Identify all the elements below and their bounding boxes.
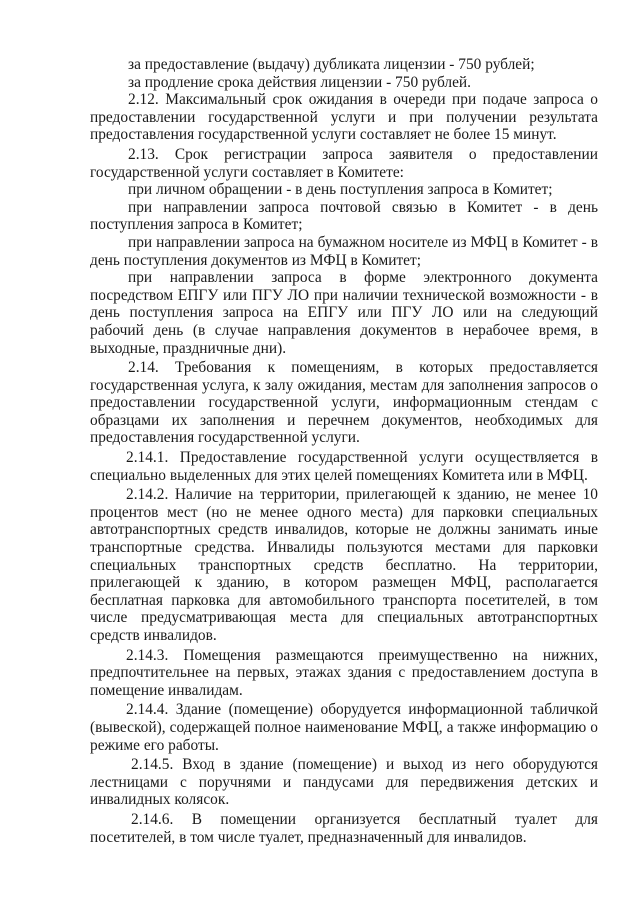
paragraph-paper-mfc: при направлении запроса на бумажном носителе из МФЦ в Комитет - в день поступления документов из МФЦ в Комитет;: [90, 233, 598, 269]
paragraph-personal-visit: при личном обращении - в день поступления запроса в Комитет;: [128, 181, 553, 199]
paragraph-2-14-4: 2.14.4. Здание (помещение) оборудуется информационной табличкой (вывеской), содержащей полное наименование МФЦ, а также информацию о режиме его работы.: [90, 701, 598, 754]
paragraph-fee-duplicate: за предоставление (выдачу) дубликата лицензии - 750 рублей;: [128, 56, 535, 73]
paragraph-2-14: 2.14. Требования к помещениям, в которых предоставляется государственная услуга, к залу ожидания, местам для заполнения запросов о предоставлении государственной услуги, информационным стендам с образцами их заполнения и перечнем документов, необходимых для предоставления государственной услуги.: [90, 359, 598, 447]
paragraph-2-14-6: 2.14.6. В помещении организуется бесплатный туалет для посетителей, в том числе туалет, предназначенный для инвалидов.: [90, 810, 598, 846]
paragraph-2-14-1: 2.14.1. Предоставление государственной услуги осуществляется в специально выделенных для этих целей помещениях Комитета или в МФЦ.: [90, 449, 598, 484]
paragraph-2-14-3: 2.14.3. Помещения размещаются преимущественно на нижних, предпочтительнее на первых, этажах здания с предоставлением доступа в помещение инвалидам.: [90, 646, 598, 699]
paragraph-postal: при направлении запроса почтовой связью в Комитет - в день поступления запроса в Комитет;: [90, 198, 598, 234]
paragraph-electronic: при направлении запроса в форме электронного документа посредством ЕПГУ или ПГУ ЛО при наличии технической возможности - в день поступления запроса на ЕПГУ или ПГУ ЛО или на следующий рабочий день (в случае направления документов в нерабочее время, в выходные, праздничные дни).: [90, 269, 598, 357]
paragraph-fee-extension: за продление срока действия лицензии - 750 рублей.: [128, 73, 472, 91]
paragraph-2-12: 2.12. Максимальный срок ожидания в очереди при подаче запроса о предоставлении государственной услуги и при получении результата предоставления государственной услуги составляет не более 15 минут.: [90, 91, 598, 144]
paragraph-2-13: 2.13. Срок регистрации запроса заявителя о предоставлении государственной услуги составляет в Комитете:: [90, 145, 598, 181]
paragraph-2-14-5: 2.14.5. Вход в здание (помещение) и выход из него оборудуются лестницами с поручнями и пандусами для передвижения детских и инвалидных колясок.: [90, 756, 598, 809]
document-body: [90, 56, 598, 846]
paragraph-2-14-2: 2.14.2. Наличие на территории, прилегающей к зданию, не менее 10 процентов мест (но не менее одного места) для парковки специальных автотранспортных средств инвалидов, которые не должны занимать иные транспортные средства. Инвалиды пользуются местами для парковки специальных транспортных средств бесплатно. На территории, прилегающей к зданию, в котором размещен МФЦ, располагается бесплатная парковка для автомобильного транспорта посетителей, в том числе предусматривающая места для специальных автотранспортных средств инвалидов.: [90, 486, 598, 644]
